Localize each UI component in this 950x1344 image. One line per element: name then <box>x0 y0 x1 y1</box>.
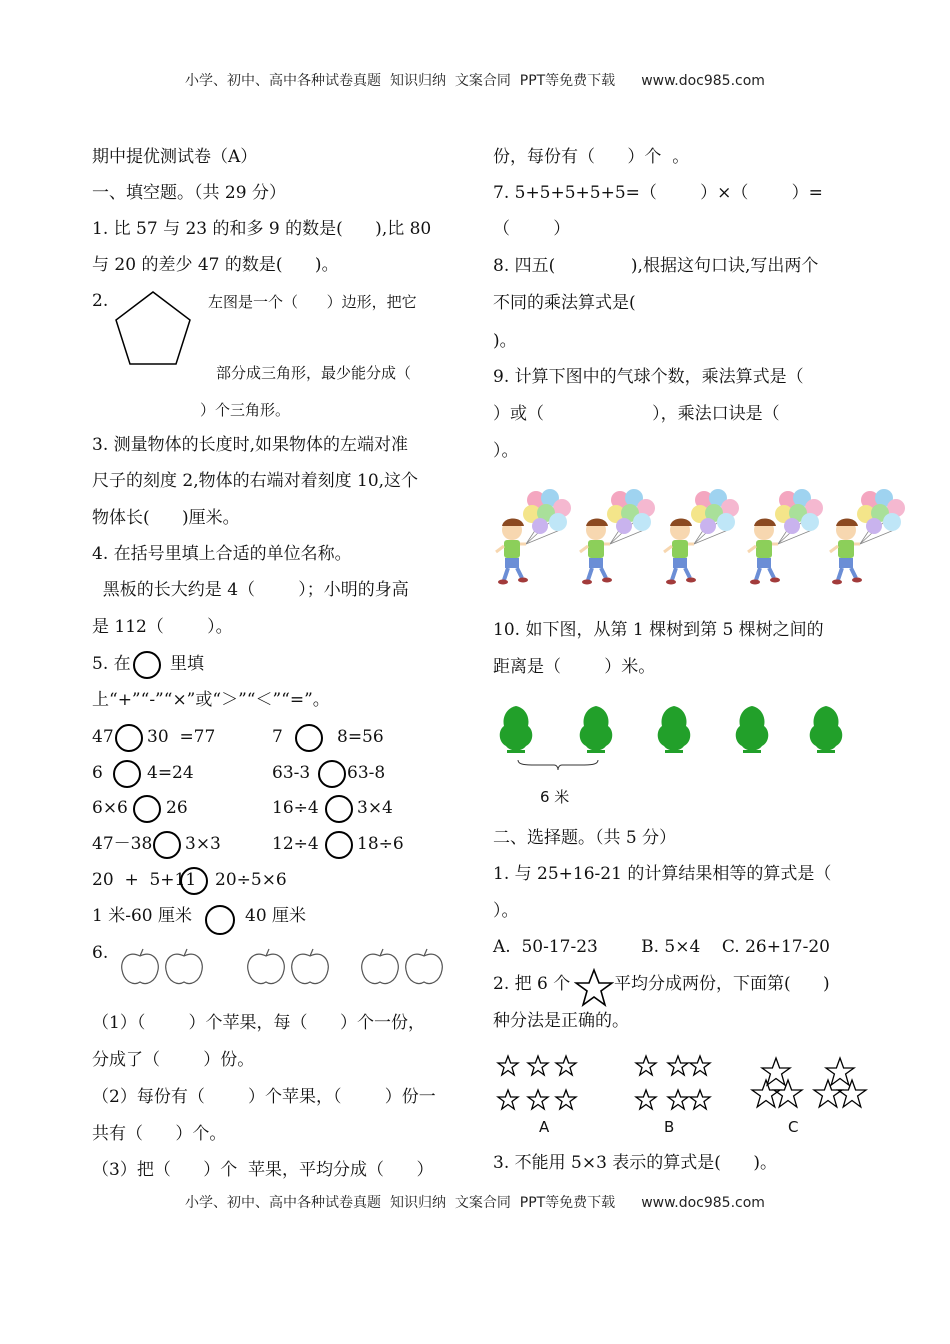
q5-r1l-circle[interactable] <box>115 724 143 752</box>
q5-r4r-a: 12÷4 <box>272 834 319 854</box>
header-text: 小学、初中、高中各种试卷真题 知识归纳 文案合同 PPT等免费下载 <box>185 73 616 89</box>
q9-line-1: 9. 计算下图中的气球个数，乘法算式是（ <box>493 367 804 387</box>
balloon-kids-figure <box>490 484 910 589</box>
q5-line-1a: 5. 在 <box>92 654 131 674</box>
section-1-heading: 一、填空题。（共 29 分） <box>92 183 286 203</box>
q5-r3l-circle[interactable] <box>133 795 161 823</box>
q4-line-1: 4. 在括号里填上合适的单位名称。 <box>92 544 352 564</box>
q8-line-2: 不同的乘法算式是( <box>493 293 636 313</box>
q2-line-3: ）个三角形。 <box>200 401 291 419</box>
q3-line-2: 尺子的刻度 2,物体的右端对着刻度 10,这个 <box>92 471 419 491</box>
q5-r6-a: 1 米-60 厘米 <box>92 906 192 926</box>
q5-r3r-circle[interactable] <box>325 795 353 823</box>
page-header <box>0 70 950 90</box>
q5-r5-b: 20÷5×6 <box>215 870 287 890</box>
q5-line-2: 上“+”“-”“×”或“＞”“＜”“=”。 <box>92 690 330 710</box>
star-icon <box>574 968 614 1008</box>
q5-r1l-a: 47 <box>92 727 114 747</box>
q6-1-line-1: （1）（ ）个苹果，每（ ）个一份， <box>92 1013 425 1033</box>
footer-text: 小学、初中、高中各种试卷真题 知识归纳 文案合同 PPT等免费下载 <box>185 1195 616 1211</box>
q5-r2l-b: 4=24 <box>147 763 194 783</box>
pentagon-figure <box>112 288 194 370</box>
q5-circle-example <box>133 651 161 679</box>
q5-r5-circle[interactable] <box>180 867 208 895</box>
q5-r1l-b: 30 =77 <box>147 727 216 747</box>
q2-line-1: 左图是一个（ ）边形，把它 <box>208 293 417 311</box>
q7-line-2: （ ） <box>493 219 571 239</box>
choice-3-line: 3. 不能用 5×3 表示的算式是( )。 <box>493 1153 777 1173</box>
section-2-heading: 二、选择题。（共 5 分） <box>493 828 677 848</box>
star-option-c-label: C <box>788 1118 799 1136</box>
exam-title: 期中提优测试卷（A） <box>92 147 258 167</box>
q2-number: 2. <box>92 291 109 311</box>
choice-2-line-2: 种分法是正确的。 <box>493 1011 629 1031</box>
q5-r3l-a: 6×6 <box>92 798 128 818</box>
q5-r1r-b: 8=56 <box>337 727 384 747</box>
q5-r2l-a: 6 <box>92 763 103 783</box>
q5-r1r-a: 7 <box>272 727 283 747</box>
q5-r5-a: 20 + 5+11 <box>92 870 197 890</box>
q5-r4l-circle[interactable] <box>153 831 181 859</box>
apples-figure <box>116 944 452 988</box>
q5-r6-circle[interactable] <box>205 905 235 935</box>
q5-r4l-b: 3×3 <box>185 834 221 854</box>
q5-r4l-a: 47－38 <box>92 834 153 854</box>
choice-1-line-2: ）。 <box>493 901 519 921</box>
q9-line-3: ）。 <box>493 441 519 461</box>
q3-line-1: 3. 测量物体的长度时,如果物体的左端对准 <box>92 435 409 455</box>
q5-line-1b: 里填 <box>170 654 204 674</box>
choice-2-line-1a: 2. 把 6 个 <box>493 974 571 994</box>
star-option-a-label: A <box>539 1118 550 1136</box>
choice-1-line-1: 1. 与 25+16-21 的计算结果相等的算式是（ <box>493 864 832 884</box>
page-footer <box>0 1192 950 1212</box>
q8-line-1: 8. 四五( ),根据这句口诀,写出两个 <box>493 256 819 276</box>
star-options-figure <box>494 1052 874 1122</box>
header-site: www.doc985.com <box>641 73 765 89</box>
q3-line-3: 物体长( )厘米。 <box>92 508 240 528</box>
q10-line-2: 距离是（ ）米。 <box>493 657 656 677</box>
q5-r4r-b: 18÷6 <box>357 834 404 854</box>
q4-line-2: 黑板的长大约是 4（ ）；小明的身高 <box>92 580 409 600</box>
q1-line-2: 与 20 的差少 47 的数是( )。 <box>92 255 339 275</box>
q1-line-1: 1. 比 57 与 23 的和多 9 的数是( ),比 80 <box>92 219 432 239</box>
q9-line-2: ）或（ ），乘法口诀是（ <box>493 404 780 424</box>
q6-2-line-2: 共有（ ）个。 <box>92 1124 227 1144</box>
q5-r6-b: 40 厘米 <box>245 906 307 926</box>
q6-2-line-1: （2）每份有（ ）个苹果，（ ）份一 <box>92 1087 436 1107</box>
q10-line-1: 10. 如下图，从第 1 棵树到第 5 棵树之间的 <box>493 620 824 640</box>
q5-r4r-circle[interactable] <box>325 831 353 859</box>
q7-line-1: 7. 5+5+5+5+5=（ ）×（ ）= <box>493 183 823 203</box>
q6-1-line-2: 分成了（ ）份。 <box>92 1050 255 1070</box>
q5-r2r-a: 63-3 <box>272 763 311 783</box>
q2-line-2: 部分成三角形，最少能分成（ <box>216 364 412 382</box>
q5-r1r-circle[interactable] <box>295 724 323 752</box>
q4-line-3: 是 112（ ）。 <box>92 617 233 637</box>
q6-number: 6. <box>92 943 109 963</box>
q5-r2l-circle[interactable] <box>113 760 141 788</box>
footer-site: www.doc985.com <box>641 1195 765 1211</box>
choice-1-options: A. 50-17-23 B. 5×4 C. 26+17-20 <box>493 937 830 957</box>
trees-figure <box>496 702 856 772</box>
q5-r3l-b: 26 <box>166 798 188 818</box>
q5-r3r-a: 16÷4 <box>272 798 319 818</box>
q6-3-line-1: （3）把（ ）个 苹果，平均分成（ ） <box>92 1160 434 1180</box>
tree-distance-label: 6 米 <box>540 788 570 806</box>
star-option-b-label: B <box>664 1118 675 1136</box>
q5-r2r-circle[interactable] <box>318 760 346 788</box>
choice-2-line-1b: 平均分成两份，下面第( ) <box>614 974 830 994</box>
q5-r2r-b: 63-8 <box>347 763 386 783</box>
q6-3-line-2: 份，每份有（ ）个 。 <box>493 147 690 167</box>
q5-r3r-b: 3×4 <box>357 798 393 818</box>
q8-line-3: )。 <box>493 331 517 351</box>
